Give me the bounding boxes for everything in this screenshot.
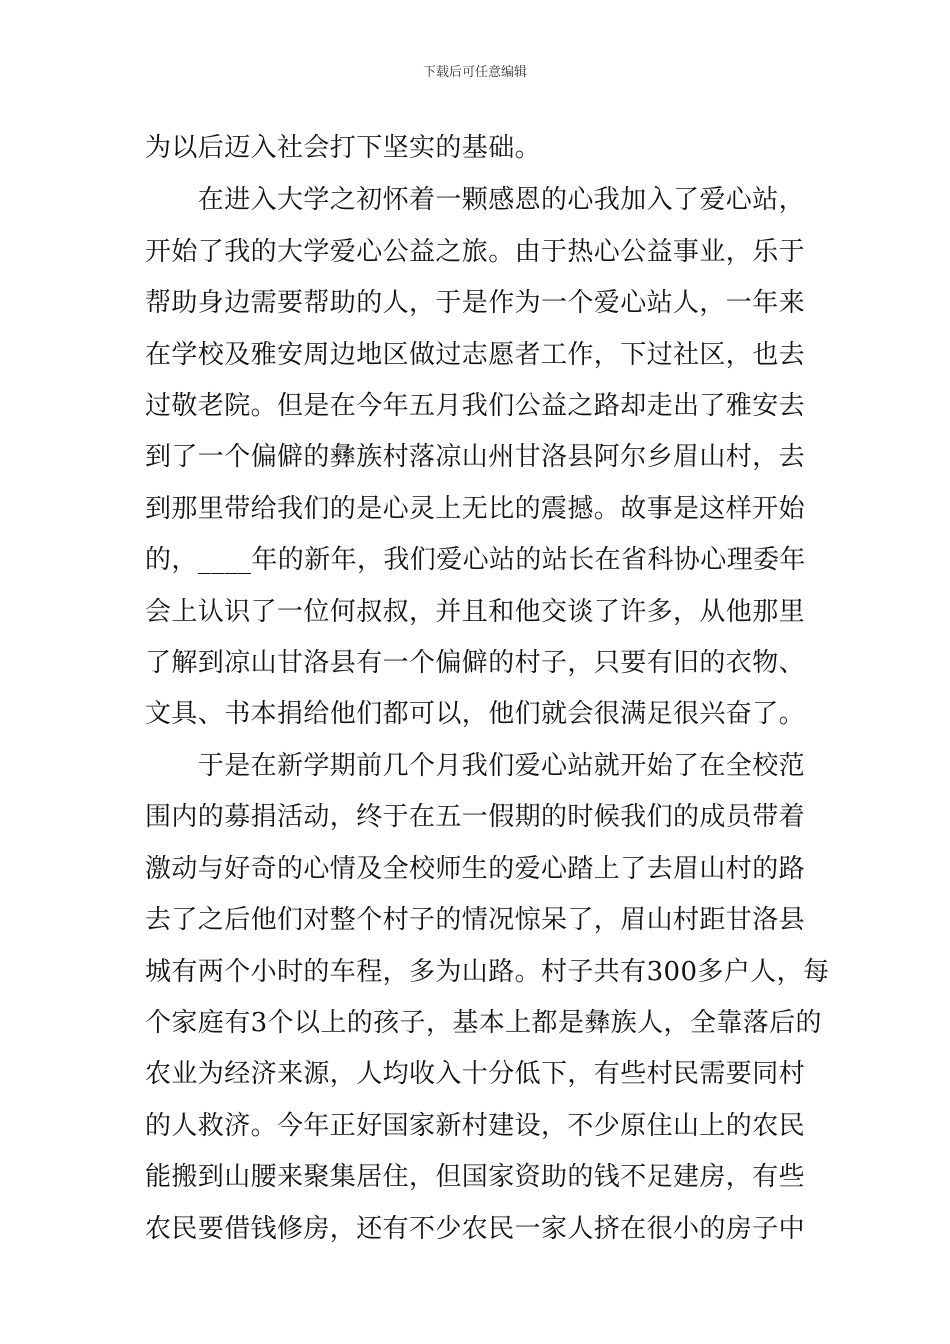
text-line: 到那里带给我们的是心灵上无比的震撼。故事是这样开始 (145, 494, 806, 524)
text-line: 激动与好奇的心情及全校师生的爱心踏上了去眉山村的路 (145, 854, 806, 884)
text-line: 了解到凉山甘洛县有一个偏僻的村子，只要有旧的衣物、 (145, 648, 806, 678)
text-line: 农业为经济来源，人均收入十分低下，有些村民需要同村 (145, 1059, 806, 1089)
text-line: 城有两个小时的车程，多为山路。村子共有300多户人，每 (145, 957, 830, 987)
text-line: 到了一个偏僻的彝族村落凉山州甘洛县阿尔乡眉山村，去 (145, 442, 806, 472)
text-line: 的，____年的新年，我们爱心站的站长在省科协心理委年 (145, 545, 806, 575)
text-line: 围内的募捐活动，终于在五一假期的时候我们的成员带着 (145, 802, 806, 832)
text-line: 过敬老院。但是在今年五月我们公益之路却走出了雅安去 (145, 391, 806, 421)
text-line: 于是在新学期前几个月我们爱心站就开始了在全校范 (145, 751, 806, 781)
text-line: 会上认识了一位何叔叔，并且和他交谈了许多，从他那里 (145, 597, 806, 627)
text-line: 开始了我的大学爱心公益之旅。由于热心公益事业，乐于 (145, 237, 806, 267)
text-line: 在进入大学之初怀着一颗感恩的心我加入了爱心站， (145, 185, 806, 215)
text-line: 个家庭有3个以上的孩子，基本上都是彝族人，全靠落后的 (145, 1008, 822, 1038)
text-line: 在学校及雅安周边地区做过志愿者工作，下过社区，也去 (145, 340, 806, 370)
text-line: 能搬到山腰来聚集居住，但国家资助的钱不足建房，有些 (145, 1162, 806, 1192)
text-line: 的人救济。今年正好国家新村建设，不少原住山上的农民 (145, 1111, 806, 1141)
text-line: 文具、书本捐给他们都可以，他们就会很满足很兴奋了。 (145, 699, 806, 729)
text-line: 去了之后他们对整个村子的情况惊呆了，眉山村距甘洛县 (145, 905, 806, 935)
text-line: 帮助身边需要帮助的人，于是作为一个爱心站人，一年来 (145, 288, 806, 318)
text-line: 农民要借钱修房，还有不少农民一家人挤在很小的房子中 (145, 1214, 806, 1244)
page-header-note: 下载后可任意编辑 (422, 65, 527, 80)
text-line: 为以后迈入社会打下坚实的基础。 (145, 133, 542, 163)
